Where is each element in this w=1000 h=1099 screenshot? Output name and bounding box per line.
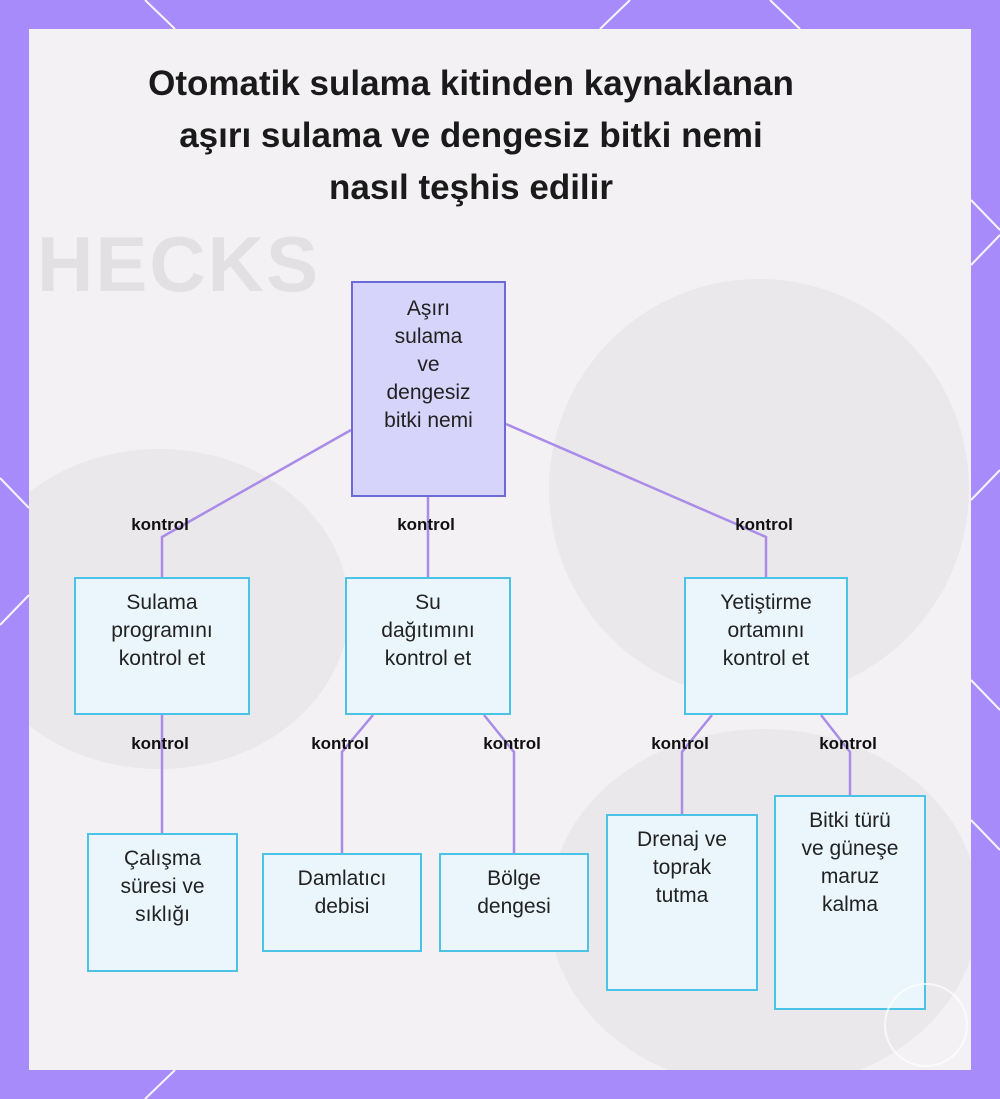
- node-text-line: Çalışma: [123, 847, 202, 870]
- node-text-line: programını: [111, 619, 213, 642]
- branch-node-irrigation-schedule: [74, 577, 250, 715]
- node-text-line: dengesi: [477, 895, 551, 918]
- edge-branch-3-to-leaf-5: [821, 715, 850, 795]
- node-text-line: ve: [417, 353, 440, 376]
- edge-root-to-branch-3: [506, 424, 766, 577]
- edge-label: kontrol: [131, 734, 189, 753]
- node-text-line: süresi ve: [120, 875, 205, 898]
- node-text-line: dağıtımını: [381, 619, 475, 642]
- branch-node-water-distribution: [345, 577, 511, 715]
- node-text-line: Bölge: [487, 867, 541, 890]
- node-text-line: Su: [415, 591, 441, 614]
- node-text-line: tutma: [655, 884, 709, 907]
- title-line: Otomatik sulama kitinden kaynaklanan: [148, 64, 794, 103]
- node-text-line: Sulama: [126, 591, 198, 614]
- node-text-line: kontrol et: [722, 647, 810, 670]
- title-line: aşırı sulama ve dengesiz bitki nemi: [179, 116, 763, 155]
- node-text-line: bitki nemi: [384, 409, 473, 432]
- node-text-line: toprak: [652, 856, 712, 879]
- node-text-line: kontrol et: [384, 647, 472, 670]
- logo-watermark-icon: [884, 983, 968, 1067]
- node-text-line: sıklığı: [135, 903, 190, 926]
- node-text-line: Yetiştirme: [720, 591, 812, 614]
- branch-node-growing-medium: [684, 577, 848, 715]
- node-text-line: kontrol et: [118, 647, 206, 670]
- edge-root-to-branch-1: [162, 430, 351, 577]
- edge-branch-3-to-leaf-4: [682, 715, 712, 814]
- edge-label: kontrol: [311, 734, 369, 753]
- edge-label: kontrol: [131, 515, 189, 534]
- edge-label: kontrol: [483, 734, 541, 753]
- leaf-node-plant-type-sun: [774, 795, 926, 1010]
- edge-label: kontrol: [397, 515, 455, 534]
- node-text-line: ve güneşe: [801, 837, 899, 860]
- edge-label: kontrol: [735, 515, 793, 534]
- node-text-line: kalma: [821, 893, 879, 916]
- leaf-node-zone-balance: [439, 853, 589, 952]
- node-text-line: dengesiz: [386, 381, 471, 404]
- title-line: nasıl teşhis edilir: [329, 168, 613, 207]
- node-text-line: sulama: [394, 325, 463, 348]
- edge-label: kontrol: [819, 734, 877, 753]
- node-text-line: maruz: [820, 865, 880, 888]
- edge-label: kontrol: [651, 734, 709, 753]
- node-text-line: ortamını: [727, 619, 805, 642]
- leaf-node-run-time-frequency: [87, 833, 238, 972]
- background-watermark-text: HECKS: [37, 220, 321, 308]
- node-text-line: Damlatıcı: [297, 867, 387, 890]
- leaf-node-dripper-flow: [262, 853, 422, 952]
- node-text-line: debisi: [314, 895, 370, 918]
- node-text-line: Bitki türü: [809, 809, 891, 832]
- node-text-line: Aşırı: [406, 297, 451, 320]
- leaf-node-drainage-retention: [606, 814, 758, 991]
- root-node: [351, 281, 506, 497]
- node-text-line: Drenaj ve: [637, 828, 727, 851]
